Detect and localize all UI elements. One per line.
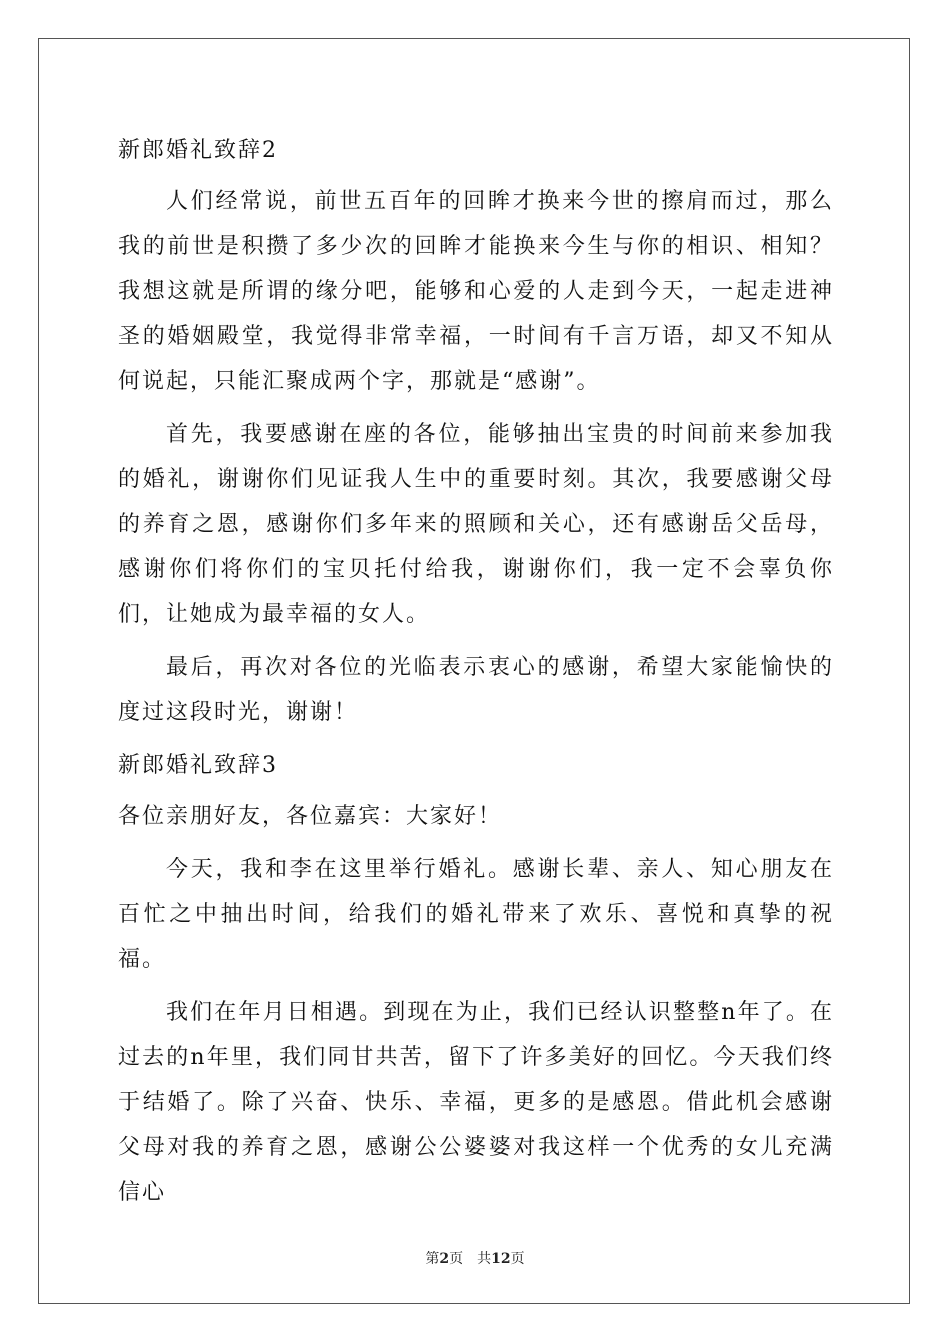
paragraph: 我们在年月日相遇。到现在为止，我们已经认识整整n年了。在过去的n年里，我们同甘共苦，留下了许多美好的回忆。今天我们终于结婚了。除了兴奋、快乐、幸福，更多的是感恩。借此机会感谢父母对我的养育之恩，感谢公公婆婆对我这样一个优秀的女儿充满信心 — [118, 1000, 834, 1205]
total-prefix: 共 — [477, 1251, 492, 1267]
paragraph: 人们经常说，前世五百年的回眸才换来今世的擦肩而过，那么我的前世是积攒了多少次的回眸才能换来今生与你的相识、相知？我想这就是所谓的缘分吧，能够和心爱的人走到今天，一起走进神圣的婚姻殿堂，我觉得非常幸福，一时间有千言万语，却又不知从何说起，只能汇聚成两个字，那就是“感谢”。 — [118, 189, 834, 394]
salutation: 各位亲朋好友，各位嘉宾：大家好！ — [118, 804, 503, 829]
paragraph: 今天，我和李在这里举行婚礼。感谢长辈、亲人、知心朋友在百忙之中抽出时间，给我们的婚礼带来了欢乐、喜悦和真挚的祝福。 — [118, 857, 834, 972]
page-number: 2 — [439, 1251, 450, 1267]
document-body — [118, 128, 834, 1223]
paragraph: 首先，我要感谢在座的各位，能够抽出宝贵的时间前来参加我的婚礼，谢谢你们见证我人生中的重要时刻。其次，我要感谢父母的养育之恩，感谢你们多年来的照顾和关心，还有感谢岳父岳母，感谢你们将你们的宝贝托付给我，谢谢你们，我一定不会辜负你们，让她成为最幸福的女人。 — [118, 422, 834, 627]
page-suffix: 页 — [449, 1251, 464, 1267]
section-heading: 新郎婚礼致辞2 — [118, 138, 278, 163]
total-suffix: 页 — [510, 1251, 525, 1267]
paragraph: 最后，再次对各位的光临表示衷心的感谢，希望大家能愉快的度过这段时光，谢谢！ — [118, 655, 834, 725]
section-heading: 新郎婚礼致辞3 — [118, 753, 278, 778]
page-footer — [0, 1248, 950, 1268]
total-pages: 12 — [491, 1251, 511, 1267]
page-prefix: 第 — [425, 1251, 440, 1267]
